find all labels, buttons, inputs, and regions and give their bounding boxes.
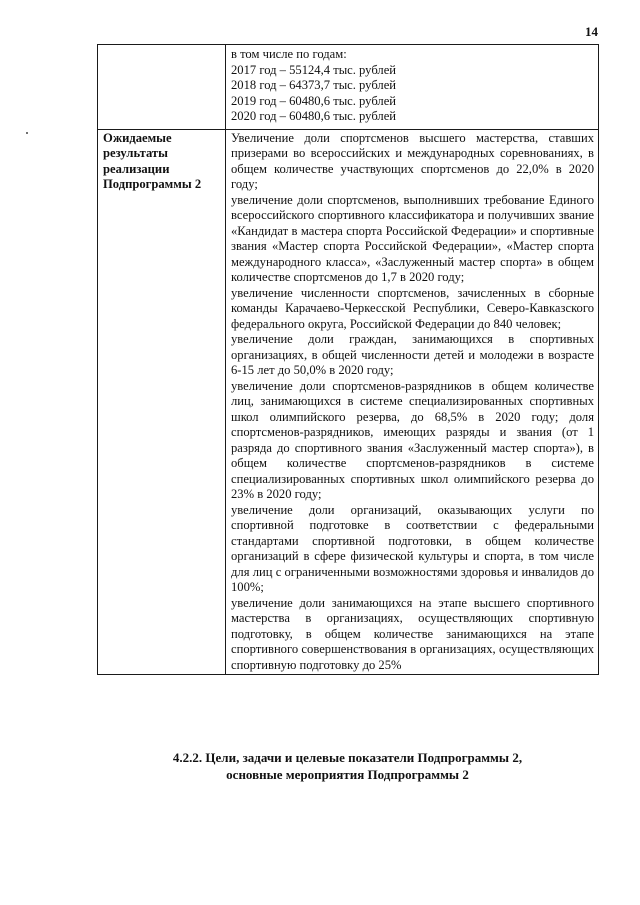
result-item-ranked-athletes: увеличение доли спортсменов-разрядников в общем количестве лиц, занимающихся в системе специализированных спортивных школ олимпийского резерва, до 68,5% в 2020 году; доля спортсменов-разрядников, имеющих разряды и звания (от 1 разряда до спортивного звания «Заслуженный мастер спорта»), в общем количестве спортсменов-разрядников в системе специализированных спортивных школ олимпийского резерва до 23% в 2020 году; xyxy=(231,378,594,501)
section-heading xyxy=(97,749,598,783)
page-number: 14 xyxy=(585,24,598,39)
result-item-youth-participation: увеличение доли граждан, занимающихся в спортивных организациях, в общей численности детей и молодежи в возрасте 6-15 лет до 50,0% в 2020 году; xyxy=(231,332,594,377)
result-item-national-teams: увеличение численности спортсменов, зачисленных в сборные команды Карачаево-Черкесской Республики, Северо-Кавказского федерального округа, Российской Федерации до 840 человек; xyxy=(231,285,594,331)
results-label-line: результаты xyxy=(103,146,168,160)
budget-intro: в том числе по годам: xyxy=(231,47,347,61)
budget-year-2020: 2020 год – 60480,6 тыс. рублей xyxy=(231,109,397,123)
table-row-budget xyxy=(98,45,599,130)
budget-year-2018: 2018 год – 64373,7 тыс. рублей xyxy=(231,78,397,92)
results-label-line: Ожидаемые xyxy=(103,130,172,145)
result-item-titled-athletes: увеличение доли спортсменов, выполнивших требование Единого всероссийского спортивного классификатора и получивших звание «Кандидат в мастера спорта Российской Федерации» и спортивные звания «Мастер спорта Российской Федерации», «Мастер спорта международного класса», «Заслуженный мастер спорта» в общем количестве спортсменов до 1,7 в 2020 году; xyxy=(231,192,594,284)
budget-content-cell xyxy=(226,45,599,130)
table-row-expected-results xyxy=(98,129,599,675)
result-item-organizations: увеличение доли организаций, оказывающих услуги по спортивной подготовке в соответствии с федеральными стандартами спортивной подготовки, в общем количестве организаций в сфере физической культуры и спорта, в том числе для лиц с ограниченными возможностями здоровья и инвалидов до 100%; xyxy=(231,502,594,594)
budget-year-2019: 2019 год – 60480,6 тыс. рублей xyxy=(231,93,397,108)
results-label-line: реализации xyxy=(103,161,170,176)
result-item-medalists: Увеличение доли спортсменов высшего мастерства, ставших призерами во всероссийских и международных соревнованиях, в общем количестве участвующих спортсменов до 22,0% в 2020 году; xyxy=(231,130,594,191)
budget-label-cell xyxy=(98,45,226,130)
results-content-cell xyxy=(226,129,599,675)
results-label-line: Подпрограммы 2 xyxy=(103,177,202,191)
results-label-cell xyxy=(98,129,226,675)
section-heading-line-2: основные мероприятия Подпрограммы 2 xyxy=(226,767,469,782)
result-item-high-mastery: увеличение доли занимающихся на этапе высшего спортивного мастерства в организациях, осуществляющих спортивную подготовку, в общем количестве занимающихся на этапе спортивного совершенствования в организациях, осуществляющих спортивную подготовку до 25% xyxy=(231,595,594,672)
section-heading-line-1: 4.2.2. Цели, задачи и целевые показатели Подпрограммы 2, xyxy=(172,750,523,765)
margin-mark xyxy=(26,132,28,134)
subprogram-passport-table xyxy=(97,44,599,675)
budget-year-2017: 2017 год – 55124,4 тыс. рублей xyxy=(231,62,397,77)
